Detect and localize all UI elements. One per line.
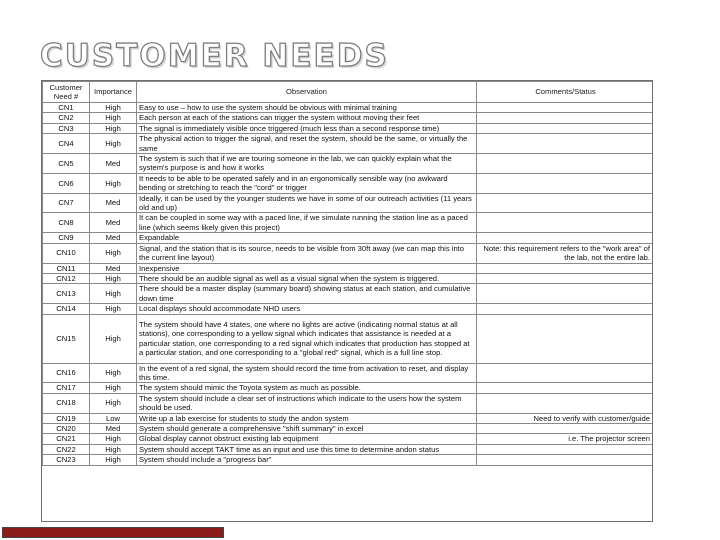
table-row [43,103,654,113]
status-cell [477,193,654,213]
status-cell: Note: this requirement refers to the "work area" of the lab, not the entire lab. [477,243,654,263]
observation-cell: System should generate a comprehensive "shift summary" in excel [137,423,477,433]
need-id-cell: CN21 [43,434,90,444]
table-header [43,82,654,103]
need-id-cell: CN22 [43,444,90,454]
status-cell [477,263,654,273]
need-id-cell: CN20 [43,423,90,433]
status-cell [477,113,654,123]
need-id-cell: CN5 [43,154,90,174]
status-cell [477,455,654,465]
observation-cell: Inexpensive [137,263,477,273]
status-cell [477,393,654,413]
table-row [43,154,654,174]
status-cell: Need to verify with customer/guide [477,413,654,423]
status-cell [477,383,654,393]
table-row [43,233,654,243]
table-row [43,243,654,263]
importance-cell: High [90,304,137,314]
table-row [43,393,654,413]
observation-cell: Each person at each of the stations can trigger the system without moving their feet [137,113,477,123]
observation-cell: Ideally, it can be used by the younger students we have in some of our outreach activities (11 years old and up) [137,193,477,213]
observation-cell: It needs to be able to be operated safely and in an ergonomically sensible way (no awkward bending or stretching to reach the "cord" or trigger [137,173,477,193]
observation-cell: The physical action to trigger the signal, and reset the system, should be the same, or virtually the same [137,134,477,154]
observation-cell: The system should include a clear set of instructions which indicate to the users how the system should be used. [137,393,477,413]
need-id-cell: CN18 [43,393,90,413]
status-cell [477,284,654,304]
status-cell [477,363,654,383]
column-header-importance: Importance [90,82,137,103]
need-id-cell: CN15 [43,314,90,363]
need-id-cell: CN17 [43,383,90,393]
need-id-cell: CN1 [43,103,90,113]
importance-cell: Med [90,233,137,243]
observation-cell: The system should mimic the Toyota system as much as possible. [137,383,477,393]
need-id-cell: CN14 [43,304,90,314]
importance-cell: High [90,113,137,123]
importance-cell: High [90,173,137,193]
importance-cell: Med [90,263,137,273]
status-cell [477,304,654,314]
importance-cell: High [90,314,137,363]
observation-cell: The system is such that if we are touring someone in the lab, we can quickly explain what the system's purpose is and how it works [137,154,477,174]
status-cell [477,213,654,233]
observation-cell: Signal, and the station that is its source, needs to be visible from 30ft away (we can map this into the current line layout) [137,243,477,263]
table-row [43,263,654,273]
table-row [43,273,654,283]
status-cell [477,423,654,433]
importance-cell: High [90,123,137,133]
need-id-cell: CN11 [43,263,90,273]
status-cell [477,103,654,113]
importance-cell: High [90,363,137,383]
observation-cell: Expandable [137,233,477,243]
need-id-cell: CN8 [43,213,90,233]
need-id-cell: CN13 [43,284,90,304]
table-row [43,284,654,304]
importance-cell: High [90,393,137,413]
table-body [43,103,654,466]
need-id-cell: CN4 [43,134,90,154]
need-id-cell: CN6 [43,173,90,193]
status-cell [477,173,654,193]
importance-cell: Med [90,154,137,174]
need-id-cell: CN12 [43,273,90,283]
importance-cell: High [90,273,137,283]
column-header-status: Comments/Status [477,82,654,103]
need-id-cell: CN19 [43,413,90,423]
importance-cell: High [90,243,137,263]
importance-cell: High [90,284,137,304]
importance-cell: Med [90,423,137,433]
importance-cell: High [90,134,137,154]
status-cell [477,273,654,283]
table-row [43,383,654,393]
footer-bar [2,527,224,538]
observation-cell: The signal is immediately visible once triggered (much less than a second response time) [137,123,477,133]
observation-cell: Write up a lab exercise for students to study the andon system [137,413,477,423]
status-cell [477,123,654,133]
table-row [43,423,654,433]
need-id-cell: CN10 [43,243,90,263]
observation-cell: In the event of a red signal, the system should record the time from activation to reset, and display this time. [137,363,477,383]
status-cell: i.e. The projector screen [477,434,654,444]
importance-cell: Med [90,213,137,233]
importance-cell: High [90,455,137,465]
customer-needs-table [42,81,653,466]
observation-cell: Easy to use – how to use the system should be obvious with minimal training [137,103,477,113]
table-row [43,444,654,454]
importance-cell: Low [90,413,137,423]
table-row [43,314,654,363]
observation-cell: Global display cannot obstruct existing lab equipment [137,434,477,444]
observation-cell: System should include a "progress bar" [137,455,477,465]
need-id-cell: CN3 [43,123,90,133]
need-id-cell: CN2 [43,113,90,123]
importance-cell: High [90,444,137,454]
status-cell [477,314,654,363]
importance-cell: High [90,103,137,113]
slide-title: CUSTOMER NEEDS [40,38,389,74]
table-row [43,113,654,123]
observation-cell: It can be coupled in some way with a paced line, if we simulate running the station line as a paced line (which seems likely given this project) [137,213,477,233]
observation-cell: System should accept TAKT time as an input and use this time to determine andon status [137,444,477,454]
table-row [43,173,654,193]
need-id-cell: CN9 [43,233,90,243]
table-row [43,123,654,133]
need-id-cell: CN16 [43,363,90,383]
column-header-observation: Observation [137,82,477,103]
status-cell [477,444,654,454]
need-id-cell: CN7 [43,193,90,213]
status-cell [477,233,654,243]
observation-cell: Local displays should accommodate NHD users [137,304,477,314]
table-row [43,304,654,314]
customer-needs-table-container [41,80,653,522]
table-row [43,455,654,465]
importance-cell: High [90,383,137,393]
table-row [43,134,654,154]
table-row [43,363,654,383]
observation-cell: The system should have 4 states, one where no lights are active (indicating normal status at all stations), one corresponding to a yellow signal which indicates that assistance is needed at a particular station, one corresponding to a red signal which indicates that production has stopped at a particular station, and one corresponding to a "global red" signal, which is a full line stop. [137,314,477,363]
table-row [43,193,654,213]
table-row [43,213,654,233]
status-cell [477,134,654,154]
importance-cell: High [90,434,137,444]
observation-cell: There should be an audible signal as well as a visual signal when the system is triggered. [137,273,477,283]
observation-cell: There should be a master display (summary board) showing status at each station, and cumulative down time [137,284,477,304]
header-row [43,82,654,103]
column-header-need: Customer Need # [43,82,90,103]
importance-cell: Med [90,193,137,213]
table-row [43,434,654,444]
table-row [43,413,654,423]
need-id-cell: CN23 [43,455,90,465]
status-cell [477,154,654,174]
